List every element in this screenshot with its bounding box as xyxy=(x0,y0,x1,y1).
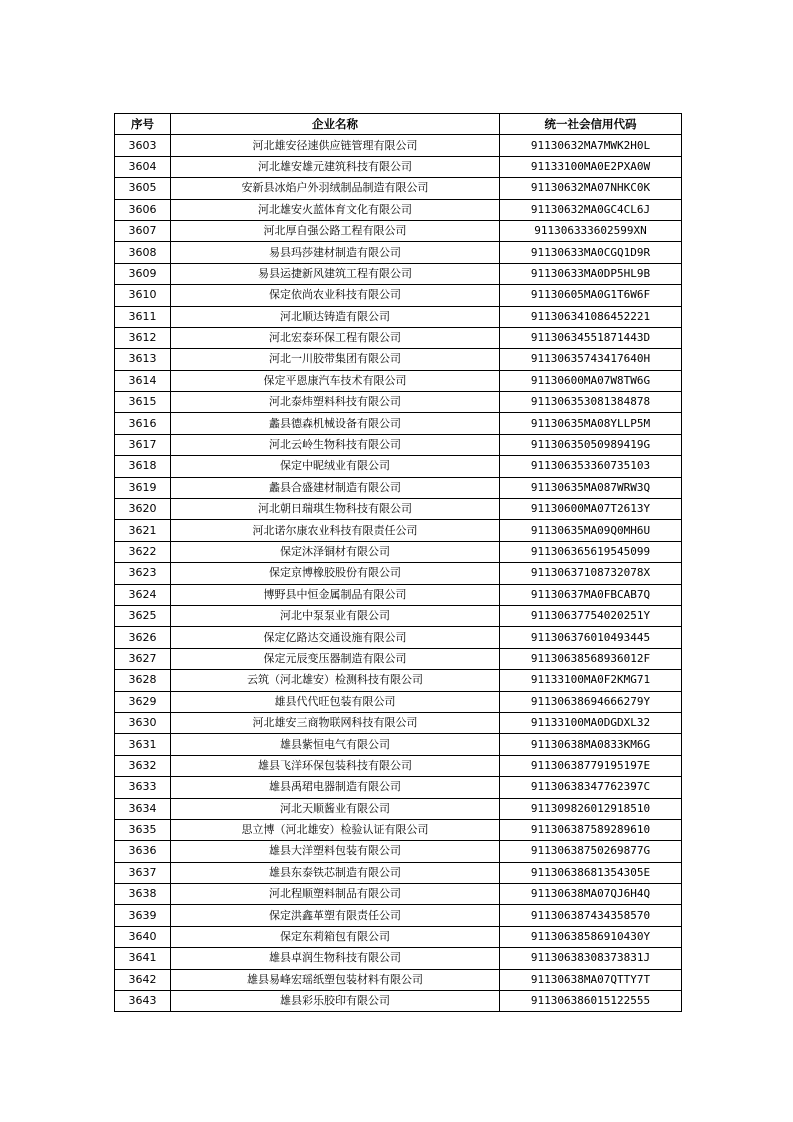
table-row xyxy=(115,456,682,477)
company-name-cell: 雄县代代旺包装有限公司 xyxy=(171,691,500,712)
serial-number-cell: 3603 xyxy=(115,135,171,156)
credit-code-cell: 91130635050989419G xyxy=(500,434,682,455)
company-name-cell: 保定东莉箱包有限公司 xyxy=(171,926,500,947)
credit-code-cell: 91130638694666279Y xyxy=(500,691,682,712)
credit-code-cell: 911306365619545099 xyxy=(500,541,682,562)
table-row xyxy=(115,285,682,306)
table-row xyxy=(115,969,682,990)
serial-number-cell: 3624 xyxy=(115,584,171,605)
credit-code-cell: 91130635743417640H xyxy=(500,349,682,370)
serial-number-cell: 3626 xyxy=(115,627,171,648)
table-row xyxy=(115,948,682,969)
company-name-cell: 河北程顺塑料制品有限公司 xyxy=(171,884,500,905)
serial-number-cell: 3609 xyxy=(115,263,171,284)
table-row xyxy=(115,563,682,584)
company-name-cell: 河北天顺酱业有限公司 xyxy=(171,798,500,819)
credit-code-cell: 911306341086452221 xyxy=(500,306,682,327)
table-row xyxy=(115,135,682,156)
serial-number-cell: 3638 xyxy=(115,884,171,905)
table-row xyxy=(115,798,682,819)
credit-code-cell: 91130638681354305E xyxy=(500,862,682,883)
serial-number-cell: 3613 xyxy=(115,349,171,370)
table-row xyxy=(115,520,682,541)
company-name-cell: 保定洪鑫革塑有限责任公司 xyxy=(171,905,500,926)
company-name-cell: 河北朝日瑞琪生物科技有限公司 xyxy=(171,499,500,520)
serial-number-cell: 3621 xyxy=(115,520,171,541)
company-name-cell: 保定京博橡胶股份有限公司 xyxy=(171,563,500,584)
credit-code-cell: 91130638MA07QTTY7T xyxy=(500,969,682,990)
serial-number-cell: 3627 xyxy=(115,648,171,669)
credit-code-cell: 91130638MA0833KM6G xyxy=(500,734,682,755)
table-row xyxy=(115,605,682,626)
company-name-cell: 保定依尚农业科技有限公司 xyxy=(171,285,500,306)
credit-code-cell: 91130638308373831J xyxy=(500,948,682,969)
table-header-row xyxy=(115,114,682,135)
credit-code-cell: 91130605MA0G1T6W6F xyxy=(500,285,682,306)
credit-code-cell: 911309826012918510 xyxy=(500,798,682,819)
table-row xyxy=(115,199,682,220)
company-name-cell: 蠡县德森机械设备有限公司 xyxy=(171,413,500,434)
company-name-cell: 雄县飞洋环保包装科技有限公司 xyxy=(171,755,500,776)
serial-number-cell: 3605 xyxy=(115,178,171,199)
serial-number-cell: 3612 xyxy=(115,327,171,348)
table-row xyxy=(115,178,682,199)
table-row xyxy=(115,991,682,1012)
table-row xyxy=(115,541,682,562)
company-name-cell: 河北中泵泵业有限公司 xyxy=(171,605,500,626)
serial-number-cell: 3619 xyxy=(115,477,171,498)
serial-number-cell: 3628 xyxy=(115,670,171,691)
table-row xyxy=(115,370,682,391)
credit-code-cell: 911306353081384878 xyxy=(500,392,682,413)
serial-number-cell: 3606 xyxy=(115,199,171,220)
credit-code-cell: 91130637108732078X xyxy=(500,563,682,584)
serial-number-cell: 3634 xyxy=(115,798,171,819)
credit-code-cell: 911306386015122555 xyxy=(500,991,682,1012)
table-row xyxy=(115,777,682,798)
credit-code-cell: 91130632MA7MWK2H0L xyxy=(500,135,682,156)
table-row xyxy=(115,477,682,498)
serial-number-cell: 3642 xyxy=(115,969,171,990)
table-row xyxy=(115,755,682,776)
table-row xyxy=(115,926,682,947)
credit-code-cell: 91133100MA0DGDXL32 xyxy=(500,712,682,733)
credit-code-cell: 911306387434358570 xyxy=(500,905,682,926)
header-company-name: 企业名称 xyxy=(171,114,500,135)
serial-number-cell: 3604 xyxy=(115,156,171,177)
table-row xyxy=(115,648,682,669)
credit-code-cell: 91130638779195197E xyxy=(500,755,682,776)
credit-code-cell: 91133100MA0F2KMG71 xyxy=(500,670,682,691)
company-name-cell: 雄县彩乐胶印有限公司 xyxy=(171,991,500,1012)
credit-code-cell: 91130637MA0FBCAB7Q xyxy=(500,584,682,605)
serial-number-cell: 3620 xyxy=(115,499,171,520)
credit-code-cell: 911306333602599XN xyxy=(500,220,682,241)
serial-number-cell: 3623 xyxy=(115,563,171,584)
credit-code-cell: 91130600MA07T2613Y xyxy=(500,499,682,520)
credit-code-cell: 911306353360735103 xyxy=(500,456,682,477)
company-name-cell: 雄县紫恒电气有限公司 xyxy=(171,734,500,755)
credit-code-cell: 91130635MA08YLLP5M xyxy=(500,413,682,434)
credit-code-cell: 91130635MA09Q0MH6U xyxy=(500,520,682,541)
credit-code-cell: 91130632MA07NHKC0K xyxy=(500,178,682,199)
serial-number-cell: 3630 xyxy=(115,712,171,733)
serial-number-cell: 3632 xyxy=(115,755,171,776)
serial-number-cell: 3631 xyxy=(115,734,171,755)
table-row xyxy=(115,819,682,840)
company-name-cell: 云筑（河北雄安）检测科技有限公司 xyxy=(171,670,500,691)
table-row xyxy=(115,327,682,348)
company-name-cell: 河北顺达铸造有限公司 xyxy=(171,306,500,327)
table-row xyxy=(115,905,682,926)
company-name-cell: 河北厚自强公路工程有限公司 xyxy=(171,220,500,241)
credit-code-cell: 911306387589289610 xyxy=(500,819,682,840)
company-name-cell: 河北泰炜塑料科技有限公司 xyxy=(171,392,500,413)
company-name-cell: 雄县东泰铁芯制造有限公司 xyxy=(171,862,500,883)
company-name-cell: 保定沐泽铜材有限公司 xyxy=(171,541,500,562)
table-row xyxy=(115,499,682,520)
credit-code-cell: 91130634551871443D xyxy=(500,327,682,348)
table-row xyxy=(115,413,682,434)
company-name-cell: 河北雄安径速供应链管理有限公司 xyxy=(171,135,500,156)
company-name-cell: 博野县中恒金属制品有限公司 xyxy=(171,584,500,605)
company-name-cell: 河北宏泰环保工程有限公司 xyxy=(171,327,500,348)
enterprise-credit-code-table xyxy=(114,113,682,1012)
table-row xyxy=(115,263,682,284)
company-name-cell: 保定中昵绒业有限公司 xyxy=(171,456,500,477)
company-name-cell: 雄县大洋塑料包装有限公司 xyxy=(171,841,500,862)
credit-code-cell: 91130637754020251Y xyxy=(500,605,682,626)
header-credit-code: 统一社会信用代码 xyxy=(500,114,682,135)
serial-number-cell: 3608 xyxy=(115,242,171,263)
serial-number-cell: 3617 xyxy=(115,434,171,455)
serial-number-cell: 3640 xyxy=(115,926,171,947)
serial-number-cell: 3625 xyxy=(115,605,171,626)
table-row xyxy=(115,434,682,455)
company-name-cell: 易县玛莎建材制造有限公司 xyxy=(171,242,500,263)
serial-number-cell: 3629 xyxy=(115,691,171,712)
serial-number-cell: 3611 xyxy=(115,306,171,327)
serial-number-cell: 3633 xyxy=(115,777,171,798)
table-body xyxy=(115,135,682,1012)
serial-number-cell: 3614 xyxy=(115,370,171,391)
table-row xyxy=(115,712,682,733)
company-name-cell: 雄县易峰宏瑶纸塑包装材料有限公司 xyxy=(171,969,500,990)
table-row xyxy=(115,670,682,691)
company-name-cell: 雄县卓润生物科技有限公司 xyxy=(171,948,500,969)
company-name-cell: 河北雄安火蓝体育文化有限公司 xyxy=(171,199,500,220)
credit-code-cell: 91130632MA0GC4CL6J xyxy=(500,199,682,220)
table-row xyxy=(115,584,682,605)
serial-number-cell: 3639 xyxy=(115,905,171,926)
company-name-cell: 蠡县合盛建材制造有限公司 xyxy=(171,477,500,498)
serial-number-cell: 3618 xyxy=(115,456,171,477)
company-name-cell: 河北一川胶带集团有限公司 xyxy=(171,349,500,370)
company-name-cell: 保定元辰变压器制造有限公司 xyxy=(171,648,500,669)
table-row xyxy=(115,392,682,413)
credit-code-cell: 91130635MA087WRW3Q xyxy=(500,477,682,498)
table-row xyxy=(115,862,682,883)
serial-number-cell: 3641 xyxy=(115,948,171,969)
table-row xyxy=(115,242,682,263)
company-name-cell: 保定亿路达交通设施有限公司 xyxy=(171,627,500,648)
serial-number-cell: 3636 xyxy=(115,841,171,862)
table-row xyxy=(115,306,682,327)
credit-code-cell: 91130638347762397C xyxy=(500,777,682,798)
credit-code-cell: 91130638750269877G xyxy=(500,841,682,862)
table-row xyxy=(115,734,682,755)
company-name-cell: 河北雄安三商物联网科技有限公司 xyxy=(171,712,500,733)
serial-number-cell: 3615 xyxy=(115,392,171,413)
company-name-cell: 河北云岭生物科技有限公司 xyxy=(171,434,500,455)
credit-code-cell: 91130638MA07QJ6H4Q xyxy=(500,884,682,905)
company-name-cell: 安新县冰焰户外羽绒制品制造有限公司 xyxy=(171,178,500,199)
table-row xyxy=(115,220,682,241)
serial-number-cell: 3616 xyxy=(115,413,171,434)
table-row xyxy=(115,156,682,177)
credit-code-cell: 91130638568936012F xyxy=(500,648,682,669)
credit-code-cell: 91133100MA0E2PXA0W xyxy=(500,156,682,177)
table-row xyxy=(115,691,682,712)
table-row xyxy=(115,841,682,862)
company-name-cell: 河北雄安雄元建筑科技有限公司 xyxy=(171,156,500,177)
serial-number-cell: 3635 xyxy=(115,819,171,840)
serial-number-cell: 3643 xyxy=(115,991,171,1012)
company-name-cell: 思立博（河北雄安）检验认证有限公司 xyxy=(171,819,500,840)
company-name-cell: 易县运捷新风建筑工程有限公司 xyxy=(171,263,500,284)
serial-number-cell: 3622 xyxy=(115,541,171,562)
credit-code-cell: 911306376010493445 xyxy=(500,627,682,648)
serial-number-cell: 3610 xyxy=(115,285,171,306)
company-name-cell: 河北诺尔康农业科技有限责任公司 xyxy=(171,520,500,541)
table-row xyxy=(115,349,682,370)
credit-code-cell: 91130633MA0DP5HL9B xyxy=(500,263,682,284)
header-serial-number: 序号 xyxy=(115,114,171,135)
table-row xyxy=(115,884,682,905)
company-name-cell: 保定平恩康汽车技术有限公司 xyxy=(171,370,500,391)
credit-code-cell: 91130638586910430Y xyxy=(500,926,682,947)
serial-number-cell: 3607 xyxy=(115,220,171,241)
credit-code-cell: 91130633MA0CGQ1D9R xyxy=(500,242,682,263)
credit-code-cell: 91130600MA07W8TW6G xyxy=(500,370,682,391)
serial-number-cell: 3637 xyxy=(115,862,171,883)
company-name-cell: 雄县禹珺电器制造有限公司 xyxy=(171,777,500,798)
table-row xyxy=(115,627,682,648)
